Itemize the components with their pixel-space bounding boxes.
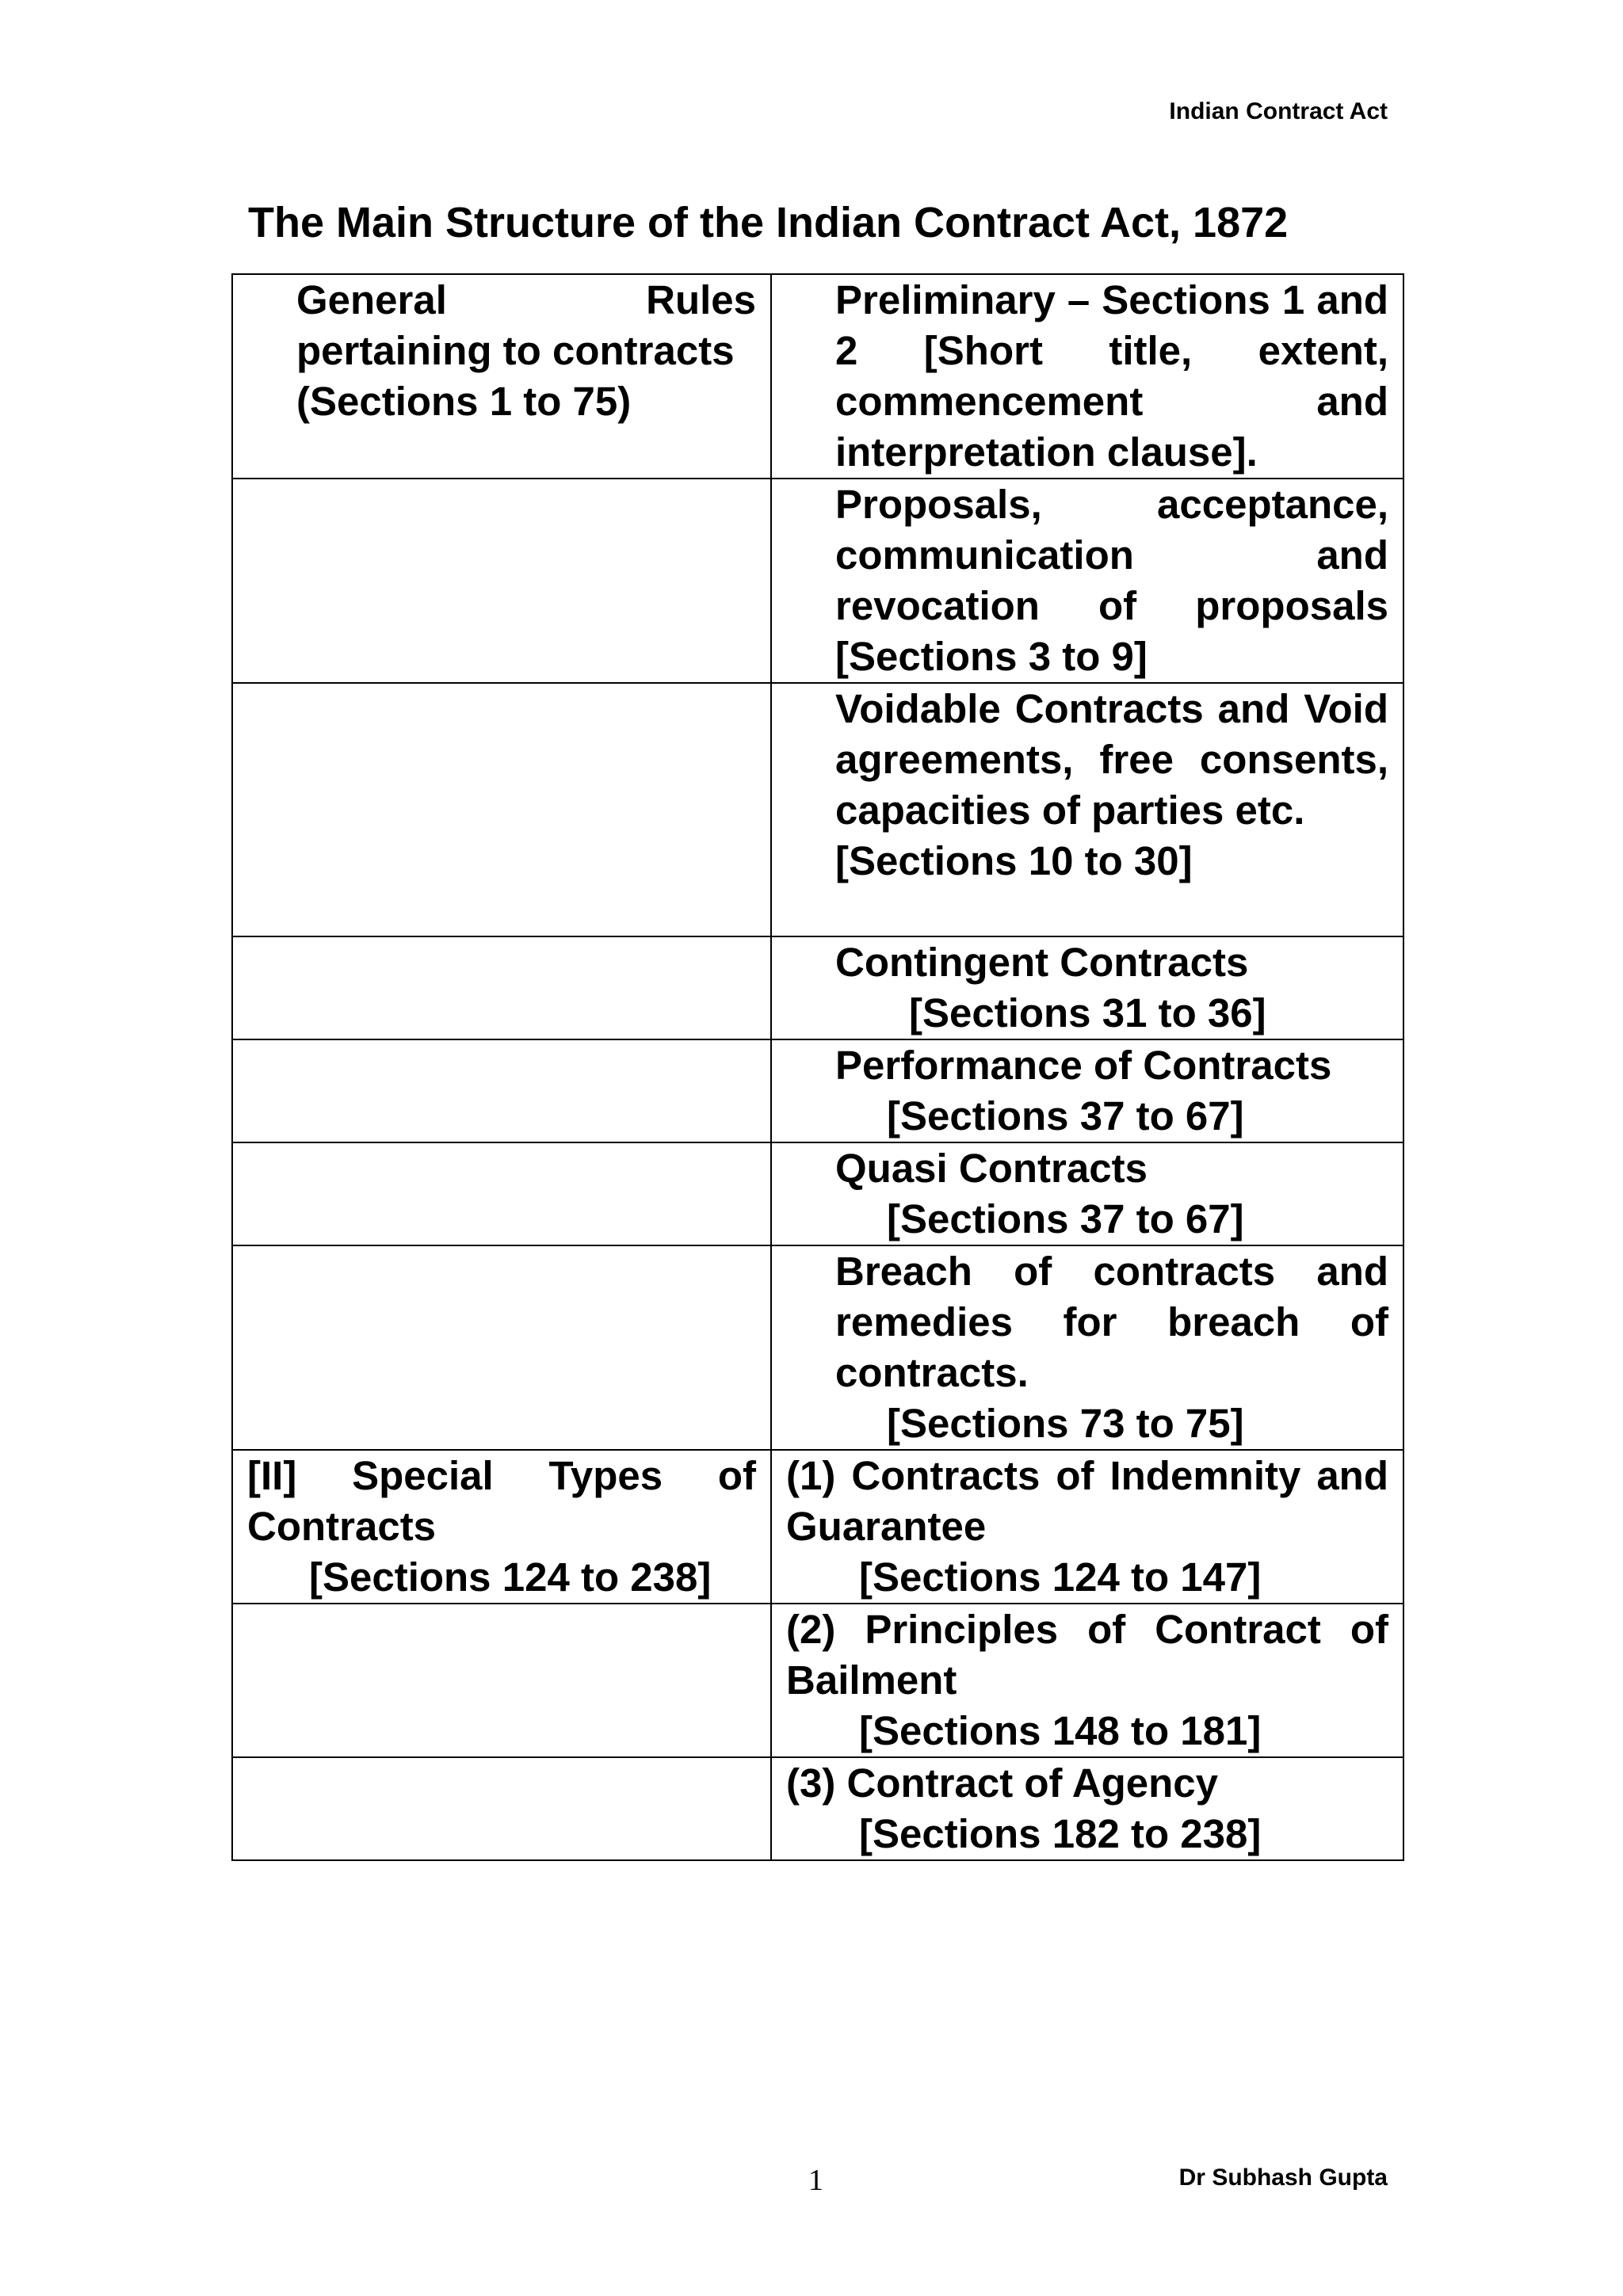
table-row xyxy=(232,936,1403,1039)
topic-text: (2) Principles of Contract of Bailment xyxy=(786,1607,1388,1703)
topic-text: Quasi Contracts xyxy=(835,1146,1148,1191)
topic-text: Preliminary – Sections 1 and 2 [Short title, extent, commencement and interpretation clause]. xyxy=(835,277,1388,475)
part-heading: General Rules pertaining to contracts xyxy=(296,277,756,373)
page-title: The Main Structure of the Indian Contract Act, 1872 xyxy=(248,199,1289,246)
topic-cell xyxy=(771,274,1403,479)
topic-cell xyxy=(771,1757,1403,1860)
table-row xyxy=(232,1039,1403,1142)
page-number: 1 xyxy=(808,2164,823,2197)
topic-cell xyxy=(771,683,1403,936)
topic-text: Performance of Contracts xyxy=(835,1043,1332,1088)
topic-cell xyxy=(771,1142,1403,1245)
topic-sections: [Sections 31 to 36] xyxy=(909,990,1266,1035)
part-cell xyxy=(232,1142,771,1245)
part-cell xyxy=(232,683,771,936)
table-row xyxy=(232,479,1403,683)
table-row xyxy=(232,1604,1403,1757)
part-cell xyxy=(232,1450,771,1604)
part-cell xyxy=(232,1039,771,1142)
part-sections: [Sections 124 to 238] xyxy=(309,1554,712,1600)
table-row xyxy=(232,1245,1403,1450)
running-header: Indian Contract Act xyxy=(1169,98,1388,124)
topic-text: Proposals, acceptance, communication and revocation of proposals [Sections 3 to 9] xyxy=(835,482,1388,679)
topic-text: (3) Contract of Agency xyxy=(786,1760,1218,1806)
topic-sections: [Sections 182 to 238] xyxy=(859,1811,1262,1856)
part-cell xyxy=(232,1245,771,1450)
topic-sections: [Sections 37 to 67] xyxy=(887,1093,1244,1138)
topic-text: Breach of contracts and remedies for breach of contracts. xyxy=(835,1249,1388,1395)
topic-sections: [Sections 73 to 75] xyxy=(887,1401,1244,1446)
part-cell xyxy=(232,1604,771,1757)
topic-cell xyxy=(771,479,1403,683)
part-cell xyxy=(232,936,771,1039)
structure-table xyxy=(231,273,1404,1861)
table-row xyxy=(232,683,1403,936)
topic-cell xyxy=(771,1604,1403,1757)
part-heading: [II] Special Types of Contracts xyxy=(247,1453,756,1549)
topic-sections: [Sections 124 to 147] xyxy=(859,1554,1262,1600)
topic-cell xyxy=(771,1039,1403,1142)
topic-sections: [Sections 148 to 181] xyxy=(859,1708,1262,1753)
part-sections: (Sections 1 to 75) xyxy=(296,379,632,424)
table-row xyxy=(232,274,1403,479)
part-cell xyxy=(232,274,771,479)
topic-text: Voidable Contracts and Void agreements, free consents, capacities of parties etc. xyxy=(835,686,1388,833)
part-cell xyxy=(232,479,771,683)
topic-text: (1) Contracts of Indemnity and Guarantee xyxy=(786,1453,1388,1549)
table-row xyxy=(232,1757,1403,1860)
topic-cell xyxy=(771,936,1403,1039)
topic-cell xyxy=(771,1450,1403,1604)
topic-text: Contingent Contracts xyxy=(835,940,1249,985)
table-row xyxy=(232,1450,1403,1604)
part-cell xyxy=(232,1757,771,1860)
author-name: Dr Subhash Gupta xyxy=(1178,2164,1388,2191)
topic-sections: [Sections 10 to 30] xyxy=(835,838,1193,883)
topic-cell xyxy=(771,1245,1403,1450)
table-row xyxy=(232,1142,1403,1245)
topic-sections: [Sections 37 to 67] xyxy=(887,1196,1244,1241)
